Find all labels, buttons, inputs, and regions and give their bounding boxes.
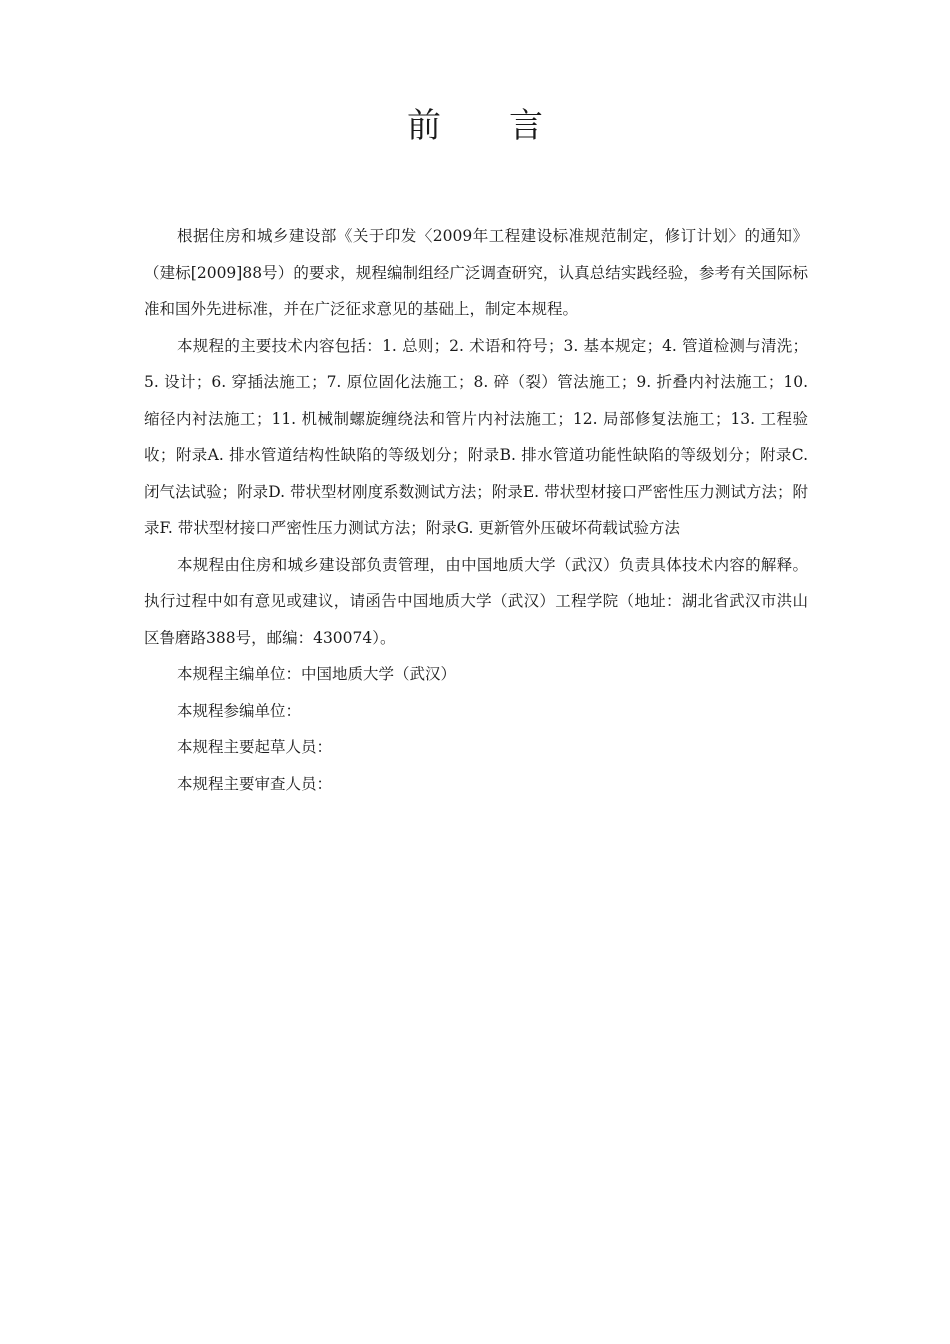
paragraph-chief-editor: 本规程主编单位：中国地质大学（武汉） (177, 665, 457, 683)
paragraph-main-contents: 本规程的主要技术内容包括：1. 总则；2. 术语和符号；3. 基本规定；4. 管道检测与清洗；5. 设计；6. 穿插法施工；7. 原位固化法施工；8. 碎（裂）管法施工；9. 折叠内衬法施工；10. 缩径内衬法施工；11. 机械制螺旋缠绕法和管片内衬法施工；12. 局部修复法施工；13. 工程验收；附录A. 排水管道结构性缺陷的等级划分；附录B. 排水管道功能性缺陷的等级划分；附录C. 闭气法试验；附录D. 带状型材刚度系数测试方法；附录E. 带状型材接口严密性压力测试方法；附录F. 带状型材接口严密性压力测试方法；附录G. 更新管外压破坏荷载试验方法 (144, 336, 808, 537)
page-title: 前言 (407, 106, 611, 146)
paragraph-basis: 根据住房和城乡建设部《关于印发〈2009年工程建设标准规范制定，修订计划〉的通知》（建标[2009]88号）的要求，规程编制组经广泛调查研究，认真总结实践经验，参考有关国际标准和国外先进标准，并在广泛征求意见的基础上，制定本规程。 (144, 227, 808, 318)
document-body (144, 218, 808, 802)
paragraph-drafters: 本规程主要起草人员： (177, 738, 333, 756)
paragraph-reviewers: 本规程主要审查人员： (177, 774, 333, 793)
paragraph-participating-units: 本规程参编单位： (177, 701, 302, 720)
paragraph-management: 本规程由住房和城乡建设部负责管理，由中国地质大学（武汉）负责具体技术内容的解释。执行过程中如有意见或建议，请函告中国地质大学（武汉）工程学院（地址：湖北省武汉市洪山区鲁磨路388号，邮编：430074）。 (144, 555, 808, 647)
